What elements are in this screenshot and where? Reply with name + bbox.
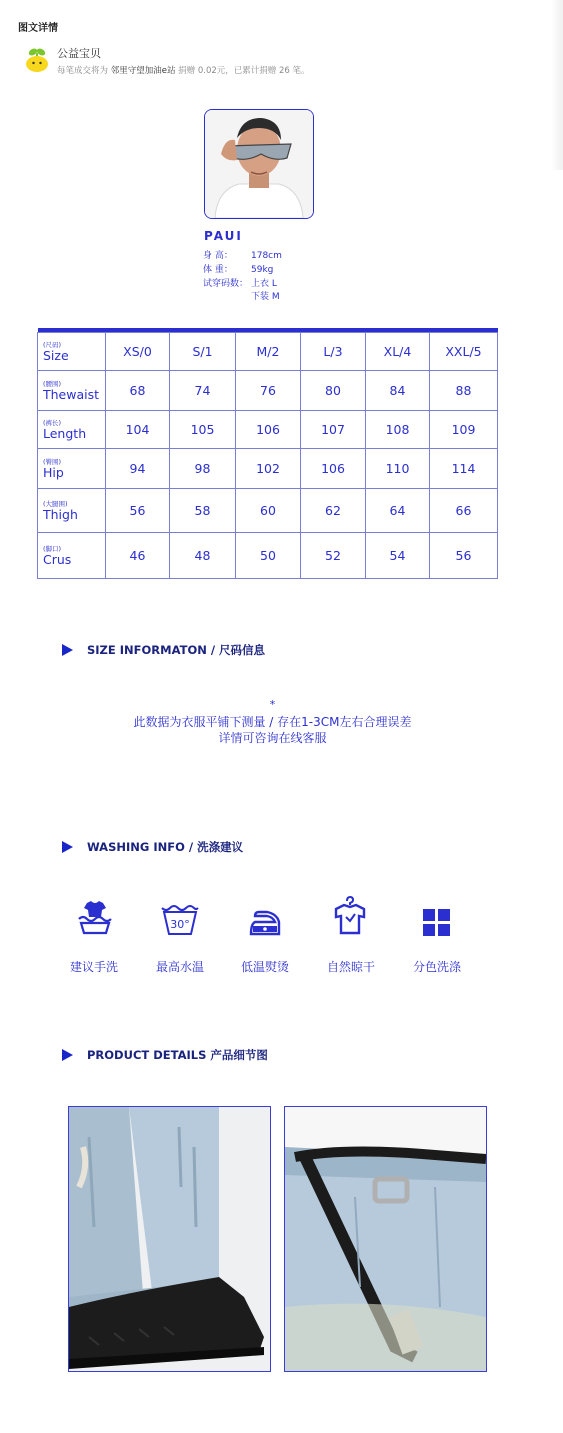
size-col-header: XL/4 <box>366 333 430 371</box>
row-label-en: Crus <box>43 551 72 567</box>
table-cell: 46 <box>106 533 170 579</box>
table-row <box>38 489 498 533</box>
section-title-details: 图文详情 <box>18 23 58 34</box>
row-label-waist <box>38 371 106 411</box>
product-details-title: PRODUCT DETAILS 产品细节图 <box>87 1048 268 1062</box>
size-top-value: 上衣 L <box>251 279 277 289</box>
model-height <box>203 248 282 261</box>
charity-desc-prefix: 每笔成交将为 <box>57 66 109 76</box>
row-label-en: Thigh <box>43 506 78 522</box>
size-col-header: M/2 <box>236 333 301 371</box>
row-label-length <box>38 411 106 449</box>
table-cell: 64 <box>366 489 430 533</box>
table-row <box>38 411 498 449</box>
size-header-row <box>38 333 498 371</box>
table-cell: 68 <box>106 371 170 411</box>
weight-label: 体 重： <box>203 265 233 275</box>
table-cell: 74 <box>170 371 236 411</box>
height-value: 178cm <box>251 251 282 261</box>
row-label-en: Thewaist <box>43 386 100 402</box>
table-row <box>38 533 498 579</box>
row-label-crus <box>38 533 106 579</box>
table-cell: 105 <box>170 411 236 449</box>
size-chart-table <box>37 328 498 579</box>
model-size-bottom <box>203 289 280 302</box>
table-row <box>38 371 498 411</box>
table-cell: 84 <box>366 371 430 411</box>
model-name: PAUI <box>204 229 243 243</box>
size-col-header: XS/0 <box>106 333 170 371</box>
washing-info-heading <box>62 839 243 855</box>
water-temp-30-icon <box>160 900 200 940</box>
row-label-zh: (腰围) <box>43 379 62 388</box>
separate-wash-label: 分色洗涤 <box>412 960 461 974</box>
model-photo <box>204 109 314 219</box>
note-asterisk: * <box>269 698 276 711</box>
triangle-bullet-icon <box>62 1049 73 1061</box>
row-label-zh: (大腿围) <box>43 499 68 508</box>
washing-info-title: WASHING INFO / 洗涤建议 <box>87 840 244 854</box>
table-cell: 50 <box>236 533 301 579</box>
table-row <box>38 449 498 489</box>
size-label: 试穿码数： <box>203 279 249 289</box>
charity-description <box>57 64 310 76</box>
detail-photo-hem <box>68 1106 271 1372</box>
height-label: 身 高： <box>203 251 233 261</box>
hang-dry-label: 自然晾干 <box>326 960 375 974</box>
table-cell: 94 <box>106 449 170 489</box>
table-cell: 104 <box>106 411 170 449</box>
size-col-header: XXL/5 <box>430 333 498 371</box>
model-size <box>203 276 277 289</box>
row-label-zh: (臀围) <box>43 457 62 466</box>
size-info-title: SIZE INFORMATON / 尺码信息 <box>87 643 266 657</box>
table-cell: 106 <box>236 411 301 449</box>
size-header-cell <box>38 333 106 371</box>
weight-value: 59kg <box>251 265 274 275</box>
size-col-header: L/3 <box>301 333 366 371</box>
low-iron-label: 低温熨烫 <box>240 960 289 974</box>
note-line-2: 详情可咨询在线客服 <box>218 731 327 745</box>
size-header-en: Size <box>43 347 69 363</box>
size-col-header: S/1 <box>170 333 236 371</box>
size-bottom-value: 下装 M <box>251 292 280 302</box>
table-cell: 110 <box>366 449 430 489</box>
temp-value: 30° <box>170 918 190 931</box>
table-cell: 114 <box>430 449 498 489</box>
model-weight <box>203 262 273 275</box>
table-cell: 98 <box>170 449 236 489</box>
table-cell: 76 <box>236 371 301 411</box>
size-info-heading <box>62 642 265 658</box>
table-cell: 88 <box>430 371 498 411</box>
triangle-bullet-icon <box>62 841 73 853</box>
table-cell: 56 <box>430 533 498 579</box>
table-cell: 107 <box>301 411 366 449</box>
table-cell: 48 <box>170 533 236 579</box>
table-cell: 54 <box>366 533 430 579</box>
hand-wash-icon <box>75 897 115 937</box>
table-cell: 106 <box>301 449 366 489</box>
hang-dry-icon <box>330 895 370 935</box>
charity-sprout-icon <box>24 46 50 72</box>
product-details-heading <box>62 1047 268 1063</box>
note-line-1: 此数据为衣服平铺下测量 / 存在1-3CM左右合理误差 <box>133 715 412 729</box>
table-cell: 56 <box>106 489 170 533</box>
row-label-thigh <box>38 489 106 533</box>
table-cell: 60 <box>236 489 301 533</box>
charity-org-link[interactable]: 邻里守望加油e站 <box>110 66 176 76</box>
water-temp-label: 最高水温 <box>155 960 204 974</box>
table-cell: 58 <box>170 489 236 533</box>
separate-wash-icon <box>417 903 457 943</box>
charity-name: 公益宝贝 <box>57 47 101 60</box>
scrollbar-shadow <box>551 0 563 170</box>
table-cell: 108 <box>366 411 430 449</box>
table-cell: 62 <box>301 489 366 533</box>
table-cell: 66 <box>430 489 498 533</box>
triangle-bullet-icon <box>62 644 73 656</box>
row-label-zh: (脚口) <box>43 544 62 553</box>
table-cell: 80 <box>301 371 366 411</box>
size-header-zh: (尺码) <box>43 340 62 349</box>
low-iron-icon <box>245 900 285 940</box>
table-cell: 102 <box>236 449 301 489</box>
row-label-zh: (裤长) <box>43 418 62 427</box>
table-cell: 52 <box>301 533 366 579</box>
row-label-en: Length <box>43 425 87 441</box>
hand-wash-label: 建议手洗 <box>69 960 118 974</box>
charity-desc-suffix: 捐赠 0.02元，已累计捐赠 26 笔。 <box>178 66 310 76</box>
table-cell: 109 <box>430 411 498 449</box>
detail-photo-belt <box>284 1106 487 1372</box>
row-label-en: Hip <box>43 464 64 480</box>
row-label-hip <box>38 449 106 489</box>
